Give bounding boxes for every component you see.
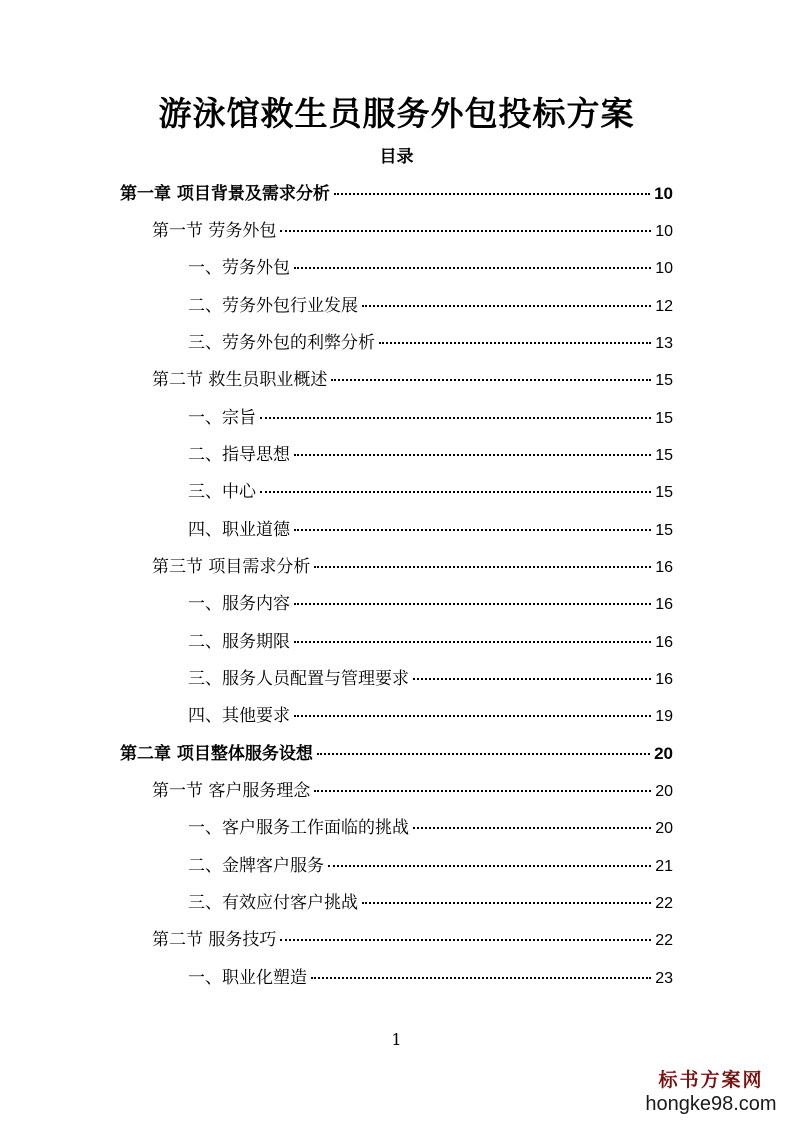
toc-entry-page: 21: [655, 858, 673, 875]
toc-entry[interactable]: [152, 925, 673, 955]
toc-entry-page: 22: [655, 895, 673, 912]
dot-leader: [413, 827, 651, 829]
toc-entry-text: 二、金牌客户服务: [188, 856, 324, 876]
toc-entry-text: 第二节 服务技巧: [152, 930, 277, 950]
toc-entry-page: 23: [655, 970, 673, 987]
watermark-url: hongke98.com: [645, 1093, 777, 1115]
toc-entry-page: 10: [655, 260, 673, 277]
toc-entry-page: 16: [655, 559, 673, 576]
toc-entry[interactable]: [188, 440, 673, 470]
toc-entry-text: 一、服务内容: [188, 594, 290, 614]
toc-entry-text: 一、职业化塑造: [188, 968, 307, 988]
toc-entry-page: 16: [655, 671, 673, 688]
toc-entry-page: 20: [655, 783, 673, 800]
dot-leader: [334, 193, 650, 195]
toc-entry[interactable]: [188, 515, 673, 545]
toc-entry[interactable]: [188, 888, 673, 918]
toc-entry-page: 15: [655, 484, 673, 501]
toc-entry-page: 16: [655, 634, 673, 651]
dot-leader: [362, 305, 651, 307]
dot-leader: [362, 902, 651, 904]
toc-entry-text: 第三节 项目需求分析: [152, 557, 311, 577]
dot-leader: [314, 566, 651, 568]
toc-entry[interactable]: [188, 963, 673, 993]
toc-entry-page: 10: [655, 223, 673, 240]
dot-leader: [294, 641, 651, 643]
dot-leader: [331, 379, 651, 381]
toc-entry-text: 第一节 劳务外包: [152, 221, 277, 241]
toc-entry[interactable]: [120, 739, 673, 769]
toc-entry[interactable]: [188, 253, 673, 283]
toc-entry-page: 10: [654, 184, 673, 203]
toc-entry-text: 第一节 客户服务理念: [152, 781, 311, 801]
toc-entry-text: 三、中心: [188, 482, 256, 502]
toc-entry-text: 二、服务期限: [188, 632, 290, 652]
toc-entry-page: 15: [655, 522, 673, 539]
toc-entry-page: 13: [655, 335, 673, 352]
dot-leader: [294, 529, 651, 531]
toc-entry-text: 二、指导思想: [188, 445, 290, 465]
toc-entry-page: 12: [655, 298, 673, 315]
toc-entry[interactable]: [188, 701, 673, 731]
watermark-logo: [641, 1068, 781, 1116]
dot-leader: [413, 678, 651, 680]
toc-entry[interactable]: [188, 291, 673, 321]
toc-entry-text: 四、职业道德: [188, 520, 290, 540]
toc-entry[interactable]: [152, 776, 673, 806]
toc-entry-text: 第二章 项目整体服务设想: [120, 744, 313, 764]
watermark-brand: 标书方案网: [658, 1069, 764, 1091]
toc-entry-text: 三、有效应付客户挑战: [188, 893, 358, 913]
dot-leader: [317, 753, 650, 755]
toc-entry-text: 二、劳务外包行业发展: [188, 296, 358, 316]
toc-entry[interactable]: [120, 179, 673, 209]
toc-entry-text: 三、劳务外包的利弊分析: [188, 333, 375, 353]
toc-heading: 目录: [379, 147, 414, 167]
toc-entry-text: 一、客户服务工作面临的挑战: [188, 818, 409, 838]
toc-entry[interactable]: [152, 365, 673, 395]
toc-entry-text: 三、服务人员配置与管理要求: [188, 669, 409, 689]
toc-entry[interactable]: [152, 216, 673, 246]
toc-entry-text: 第一章 项目背景及需求分析: [120, 184, 330, 204]
toc-entry-page: 16: [655, 596, 673, 613]
toc-entry-page: 20: [655, 820, 673, 837]
dot-leader: [260, 417, 651, 419]
toc-entry-text: 一、宗旨: [188, 408, 256, 428]
toc-entry-text: 四、其他要求: [188, 706, 290, 726]
dot-leader: [314, 790, 651, 792]
dot-leader: [294, 454, 651, 456]
toc-entry-page: 15: [655, 372, 673, 389]
toc-entry-text: 第二节 救生员职业概述: [152, 370, 328, 390]
page-number: 1: [391, 1030, 402, 1049]
toc-entry-page: 20: [654, 744, 673, 763]
toc-entry[interactable]: [152, 552, 673, 582]
dot-leader: [294, 715, 651, 717]
toc-entry[interactable]: [188, 477, 673, 507]
document-title: 游泳馆救生员服务外包投标方案: [158, 94, 635, 133]
dot-leader: [294, 603, 651, 605]
dot-leader: [294, 267, 651, 269]
dot-leader: [328, 865, 651, 867]
toc-entry[interactable]: [188, 851, 673, 881]
dot-leader: [379, 342, 651, 344]
toc-entry[interactable]: [188, 328, 673, 358]
dot-leader: [311, 977, 651, 979]
toc-entry-page: 22: [655, 932, 673, 949]
toc-entry[interactable]: [188, 403, 673, 433]
toc-entry[interactable]: [188, 589, 673, 619]
dot-leader: [260, 491, 651, 493]
toc-entry-page: 15: [655, 410, 673, 427]
dot-leader: [280, 230, 651, 232]
toc-entry[interactable]: [188, 627, 673, 657]
toc-entry-text: 一、劳务外包: [188, 258, 290, 278]
toc-entry-page: 15: [655, 447, 673, 464]
toc-entry[interactable]: [188, 664, 673, 694]
dot-leader: [280, 939, 651, 941]
toc-entry-page: 19: [655, 708, 673, 725]
toc-entry[interactable]: [188, 813, 673, 843]
